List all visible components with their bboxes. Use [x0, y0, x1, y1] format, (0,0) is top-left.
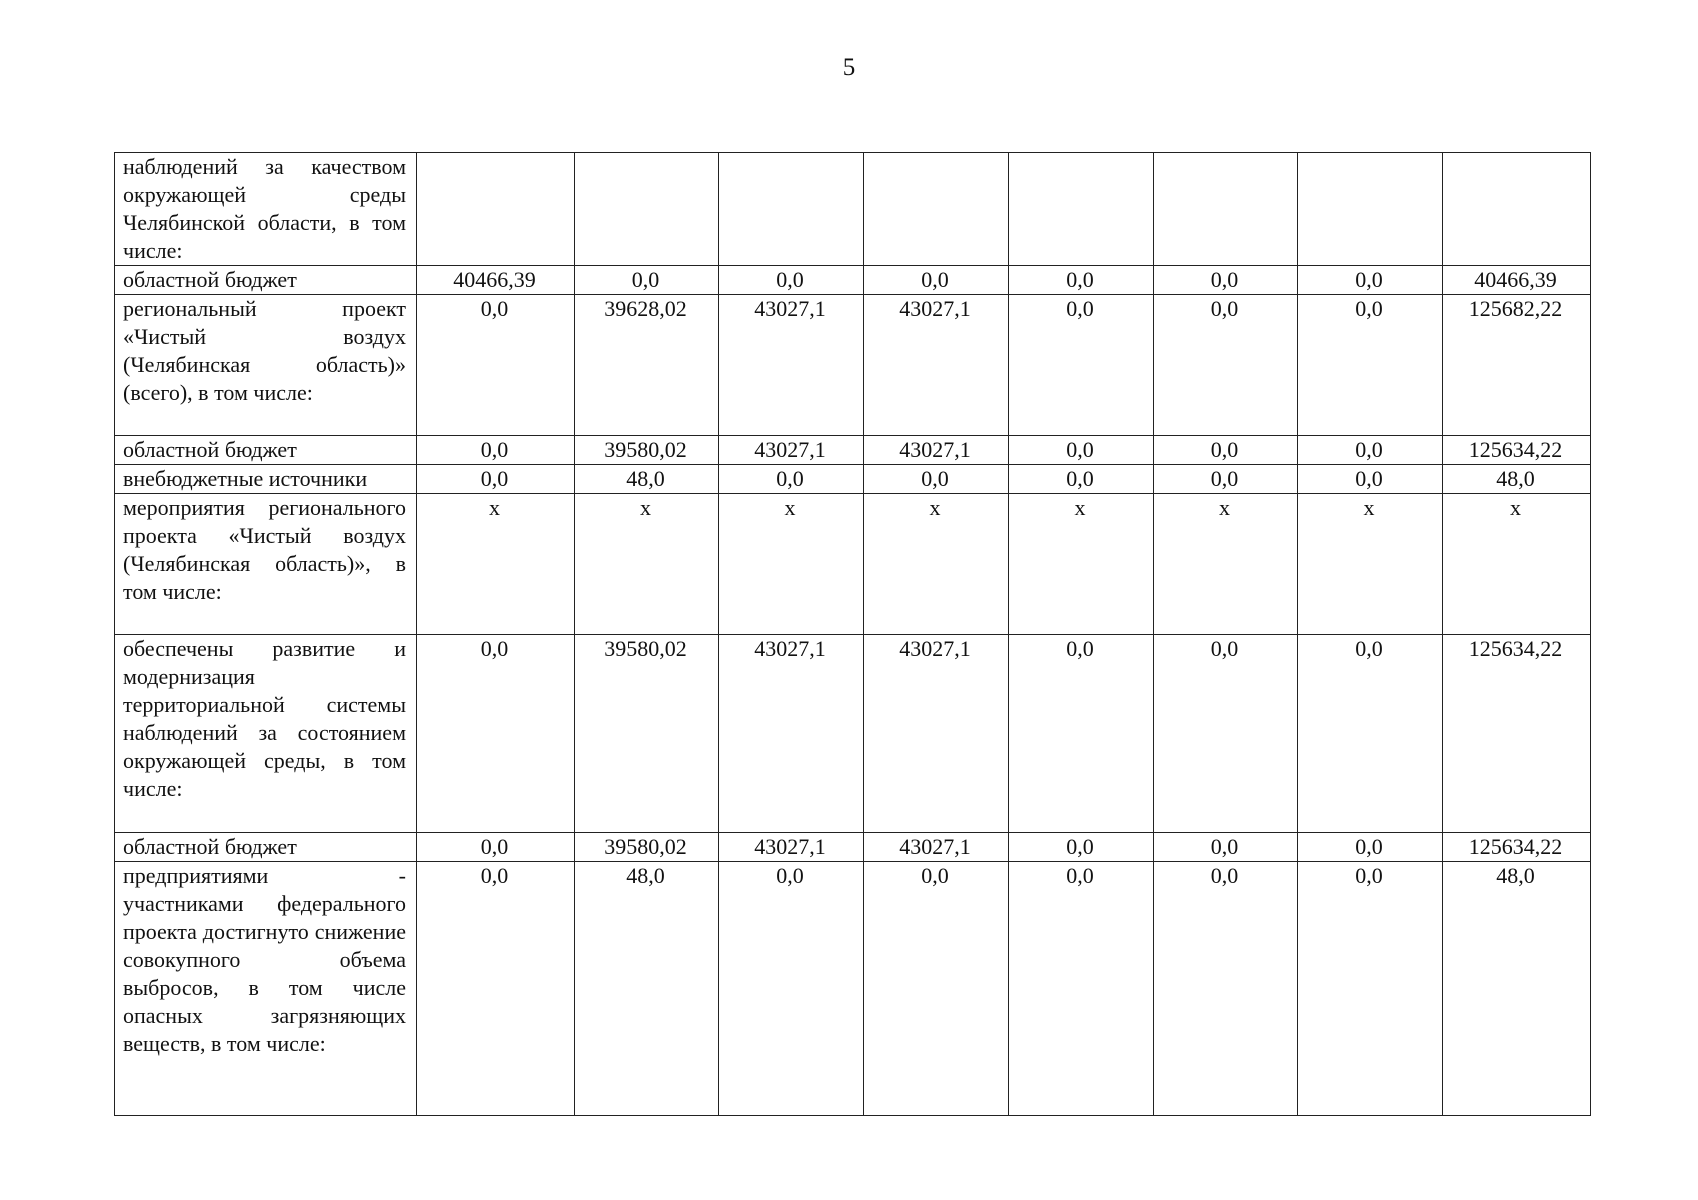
table-cell: х — [719, 494, 864, 635]
row-label: областной бюджет — [115, 266, 417, 295]
table-cell: 0,0 — [1009, 266, 1154, 295]
table-cell — [575, 153, 719, 266]
table-cell: 0,0 — [1298, 436, 1443, 465]
table-cell — [417, 153, 575, 266]
table-cell: 43027,1 — [719, 833, 864, 862]
table-cell: 0,0 — [1009, 635, 1154, 833]
table-cell: 43027,1 — [864, 436, 1009, 465]
table-cell: 0,0 — [1298, 833, 1443, 862]
table-cell: х — [575, 494, 719, 635]
table-cell: 0,0 — [417, 465, 575, 494]
table-cell: х — [864, 494, 1009, 635]
table-cell: 0,0 — [1154, 436, 1298, 465]
page-number: 5 — [842, 54, 856, 81]
table-row — [115, 436, 1591, 465]
table-cell: 0,0 — [1009, 833, 1154, 862]
table-cell: 0,0 — [417, 436, 575, 465]
table-cell: 0,0 — [864, 266, 1009, 295]
table-cell — [1443, 153, 1591, 266]
table-cell: 0,0 — [1154, 295, 1298, 436]
row-label: региональный проект «Чистый воздух (Челябинская область)» (всего), в том числе: — [115, 295, 417, 436]
table-cell: 43027,1 — [864, 833, 1009, 862]
table-cell: 0,0 — [864, 465, 1009, 494]
table-cell: 0,0 — [1154, 635, 1298, 833]
table-cell: 125634,22 — [1443, 635, 1591, 833]
table-cell: 43027,1 — [864, 635, 1009, 833]
table-cell: 125634,22 — [1443, 436, 1591, 465]
table-cell: 39628,02 — [575, 295, 719, 436]
table-row — [115, 494, 1591, 635]
table-cell: 0,0 — [1298, 295, 1443, 436]
table-cell: 43027,1 — [719, 295, 864, 436]
table-cell: 39580,02 — [575, 635, 719, 833]
table-cell: 0,0 — [417, 295, 575, 436]
table-cell: х — [417, 494, 575, 635]
table-cell: 125634,22 — [1443, 833, 1591, 862]
table-row — [115, 833, 1591, 862]
row-label: обеспечены развитие и модернизация территориальной системы наблюдений за состоянием окружающей среды, в том числе: — [115, 635, 417, 833]
table-cell: 0,0 — [1154, 266, 1298, 295]
table-row — [115, 465, 1591, 494]
table-cell: 0,0 — [1009, 436, 1154, 465]
table-cell: х — [1009, 494, 1154, 635]
table-cell: х — [1443, 494, 1591, 635]
table-cell: 40466,39 — [1443, 266, 1591, 295]
table-row — [115, 153, 1591, 266]
table-cell — [1154, 153, 1298, 266]
table-cell: 0,0 — [1154, 465, 1298, 494]
table-cell: 0,0 — [1009, 295, 1154, 436]
row-label: внебюджетные источники — [115, 465, 417, 494]
table-cell — [719, 153, 864, 266]
table-row — [115, 635, 1591, 833]
table-cell: 43027,1 — [719, 436, 864, 465]
table-cell: 0,0 — [719, 266, 864, 295]
table-cell: 48,0 — [1443, 465, 1591, 494]
table-cell: 39580,02 — [575, 833, 719, 862]
table-cell: 125682,22 — [1443, 295, 1591, 436]
table-cell: 43027,1 — [719, 635, 864, 833]
table-row — [115, 862, 1591, 1116]
table-cell: 39580,02 — [575, 436, 719, 465]
table-cell: 0,0 — [1298, 266, 1443, 295]
row-label: мероприятия регионального проекта «Чистый воздух (Челябинская область)», в том числе: — [115, 494, 417, 635]
table-cell: 48,0 — [1443, 862, 1591, 1116]
table-row — [115, 266, 1591, 295]
table-cell: 0,0 — [1298, 635, 1443, 833]
table-cell: 0,0 — [417, 862, 575, 1116]
table-cell: 43027,1 — [864, 295, 1009, 436]
table-cell: 48,0 — [575, 862, 719, 1116]
table-cell: х — [1298, 494, 1443, 635]
table-cell: 0,0 — [864, 862, 1009, 1116]
row-label: предприятиями - участниками федерального проекта достигнуто снижение совокупного объема выбросов, в том числе опасных загрязняющих веществ, в том числе: — [115, 862, 417, 1116]
table-cell: 0,0 — [1009, 465, 1154, 494]
table-cell: 48,0 — [575, 465, 719, 494]
table-cell: 0,0 — [1298, 862, 1443, 1116]
row-label: областной бюджет — [115, 833, 417, 862]
table-cell — [1298, 153, 1443, 266]
table-cell: 0,0 — [1154, 833, 1298, 862]
table-cell: 0,0 — [417, 833, 575, 862]
table-cell: 0,0 — [1154, 862, 1298, 1116]
table-cell: х — [1154, 494, 1298, 635]
table-cell — [864, 153, 1009, 266]
table-row — [115, 295, 1591, 436]
table-cell: 0,0 — [1009, 862, 1154, 1116]
table-cell: 40466,39 — [417, 266, 575, 295]
row-label: наблюдений за качеством окружающей среды Челябинской области, в том числе: — [115, 153, 417, 266]
budget-table — [114, 152, 1591, 1116]
table-cell: 0,0 — [417, 635, 575, 833]
row-label: областной бюджет — [115, 436, 417, 465]
table-cell: 0,0 — [719, 862, 864, 1116]
table-cell — [1009, 153, 1154, 266]
table-cell: 0,0 — [719, 465, 864, 494]
table-cell: 0,0 — [1298, 465, 1443, 494]
table-cell: 0,0 — [575, 266, 719, 295]
